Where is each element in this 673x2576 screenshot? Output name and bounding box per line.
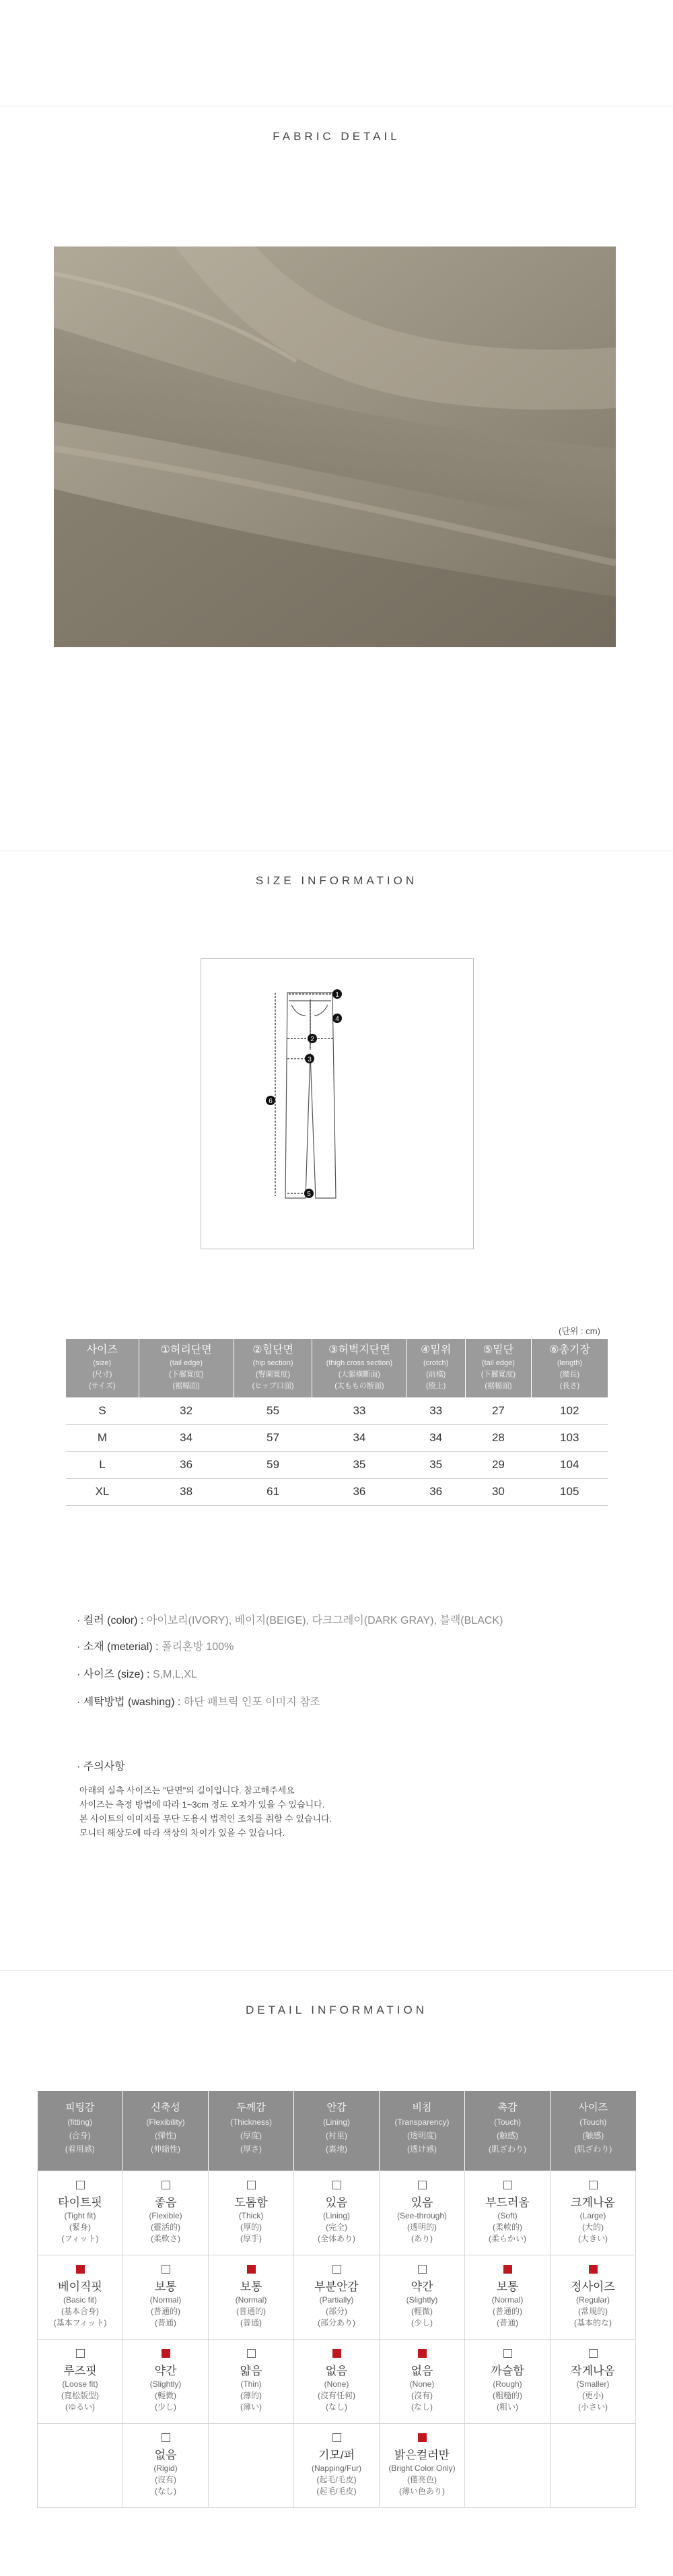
table-row — [38, 2339, 636, 2423]
detail-col-header — [209, 2091, 294, 2171]
detail-option-label: 좋음 — [154, 2195, 177, 2209]
detail-col-subtitle: (触感) — [497, 2131, 518, 2140]
detail-option-label: 밝은컬러만 — [394, 2448, 450, 2462]
detail-option-label: 있음 — [411, 2195, 433, 2209]
detail-option-subtitle: (なし) — [411, 2402, 433, 2412]
detail-cell — [380, 2423, 465, 2507]
detail-col-title: 촉감 — [497, 2102, 518, 2113]
size-cell: 33 — [312, 1397, 406, 1424]
size-cell: 35 — [406, 1451, 465, 1478]
detail-option-subtitle: (大的) — [582, 2222, 604, 2232]
detail-col-title: 피팅감 — [65, 2102, 95, 2113]
detail-col-subtitle: (肌ざわり) — [489, 2144, 526, 2154]
detail-option-label: 부드러움 — [485, 2195, 530, 2209]
detail-option-subtitle: (Regular) — [575, 2294, 610, 2305]
detail-option-subtitle: (輕微) — [411, 2306, 433, 2316]
size-cell: 35 — [312, 1451, 406, 1478]
detail-col-subtitle: (着用感) — [65, 2144, 95, 2154]
detail-option-subtitle: (Soft) — [497, 2210, 518, 2220]
detail-option-subtitle: (ゆるい) — [65, 2402, 95, 2412]
detail-col-title: 두께감 — [236, 2102, 266, 2113]
detail-option-subtitle: (部分) — [326, 2306, 347, 2316]
detail-cell — [380, 2339, 465, 2423]
detail-option-label: 없음 — [325, 2364, 348, 2377]
size-cell: 61 — [234, 1478, 312, 1505]
detail-col-subtitle: (fitting) — [67, 2117, 93, 2127]
detail-cell — [551, 2423, 636, 2507]
detail-option-subtitle: (起毛/毛皮) — [316, 2486, 357, 2496]
svg-text:5: 5 — [307, 1191, 311, 1198]
detail-option-subtitle: (柔らかい) — [489, 2233, 526, 2243]
detail-option-label: 크게나옴 — [571, 2195, 615, 2209]
detail-option-subtitle: (なし) — [155, 2486, 176, 2496]
info-divider — [0, 1970, 673, 1971]
size-cell: 57 — [234, 1424, 312, 1451]
detail-col-subtitle: (肌ざわり) — [574, 2144, 612, 2154]
detail-option-label: 있음 — [325, 2195, 348, 2209]
detail-option-subtitle: (僅亮色) — [407, 2474, 437, 2484]
detail-option-subtitle: (基本フィット) — [53, 2317, 107, 2327]
detail-col-subtitle: (Touch) — [493, 2117, 521, 2127]
detail-cell — [465, 2255, 551, 2339]
checkbox-checked — [76, 2265, 85, 2274]
detail-option-subtitle: (あり) — [411, 2233, 433, 2243]
info-washing: · 세탁방법 (washing) : 하단 패브릭 인포 이미지 참조 — [77, 1696, 321, 1708]
detail-option-label: 기모/퍼 — [318, 2448, 355, 2462]
size-col-header: ②힙단면 (hip section) (臀圍寬度) (ヒップ口面) — [234, 1339, 312, 1397]
size-col-header: ⑤밑단 (tail edge) (下擺寬度) (裾幅面) — [465, 1339, 531, 1397]
detail-col-subtitle: (Lining) — [322, 2117, 351, 2127]
size-cell: 34 — [312, 1424, 406, 1451]
size-cell: 34 — [139, 1424, 234, 1451]
table-row — [66, 1478, 608, 1505]
detail-option-label: 작게나옴 — [571, 2364, 615, 2377]
detail-option-label: 까슬함 — [491, 2364, 524, 2377]
detail-option-subtitle: (小さい) — [578, 2402, 608, 2412]
detail-cell — [38, 2339, 123, 2423]
note-line: 아래의 실측 사이즈는 "단면"의 길이입니다. 참고해주세요 — [79, 1785, 295, 1795]
detail-option-subtitle: (厚手) — [240, 2233, 262, 2243]
detail-option-subtitle: (Normal) — [149, 2294, 182, 2305]
detail-option-subtitle: (大きい) — [578, 2233, 608, 2243]
detail-option-subtitle: (Basic fit) — [63, 2294, 97, 2305]
detail-cell — [38, 2171, 123, 2255]
measure-marker-2 — [308, 1034, 317, 1043]
checkbox-unchecked — [418, 2265, 427, 2274]
size-col-header: ③허벅지단면 (thigh cross section) (大腿橫斷面) (太ももの断面) — [312, 1339, 406, 1397]
size-col-header: ⑥총기장 (length) (總長) (長さ) — [531, 1339, 608, 1397]
checkbox-unchecked — [162, 2265, 170, 2274]
detail-cell — [209, 2171, 294, 2255]
detail-col-subtitle: (厚さ) — [240, 2144, 262, 2154]
unit-note: (단위 : cm) — [559, 1326, 600, 1336]
pants-illustration — [201, 959, 474, 1250]
detail-option-subtitle: (常規的) — [578, 2306, 608, 2316]
detail-col-subtitle: (衬里) — [326, 2131, 347, 2140]
checkbox-unchecked — [589, 2349, 598, 2358]
size-cell: 32 — [139, 1397, 234, 1424]
detail-cell — [123, 2339, 209, 2423]
checkbox-unchecked — [418, 2181, 427, 2189]
size-cell: S — [66, 1397, 139, 1424]
size-cell: 105 — [531, 1478, 608, 1505]
detail-cell — [209, 2423, 294, 2507]
detail-option-subtitle: (基本合身) — [61, 2306, 99, 2316]
detail-option-subtitle: (See-through) — [396, 2210, 448, 2220]
detail-option-subtitle: (Tight fit) — [64, 2210, 96, 2220]
checkbox-unchecked — [503, 2181, 512, 2189]
detail-option-subtitle: (柔軟さ) — [151, 2233, 180, 2243]
detail-option-subtitle: (普通) — [155, 2317, 176, 2327]
detail-option-subtitle: (少し) — [155, 2402, 176, 2412]
detail-option-subtitle: (Slightly) — [149, 2379, 182, 2389]
detail-col-subtitle: (裏地) — [326, 2144, 347, 2154]
detail-option-subtitle: (柔軟的) — [493, 2222, 522, 2232]
size-information-title: SIZE INFORMATION — [255, 874, 418, 887]
svg-text:4: 4 — [335, 1016, 339, 1023]
detail-option-subtitle: (全体あり) — [318, 2233, 355, 2243]
checkbox-unchecked — [503, 2349, 512, 2358]
size-cell: 33 — [406, 1397, 465, 1424]
checkbox-unchecked — [332, 2181, 341, 2189]
size-cell: 102 — [531, 1397, 608, 1424]
detail-option-subtitle: (普通的) — [236, 2306, 266, 2316]
checkbox-unchecked — [162, 2433, 170, 2442]
detail-cell — [123, 2171, 209, 2255]
size-cell: 59 — [234, 1451, 312, 1478]
table-row — [66, 1397, 608, 1424]
checkbox-checked — [418, 2433, 427, 2442]
note-line: 모니터 해상도에 따라 색상의 차이가 있을 수 있습니다. — [79, 1828, 285, 1838]
checkbox-checked — [589, 2265, 598, 2274]
detail-cell — [294, 2171, 380, 2255]
svg-text:3: 3 — [308, 1056, 312, 1063]
detail-option-label: 얇음 — [240, 2364, 262, 2377]
detail-cell — [380, 2255, 465, 2339]
size-cell: M — [66, 1424, 139, 1451]
detail-option-subtitle: (薄的) — [240, 2390, 262, 2400]
detail-option-label: 보통 — [154, 2280, 177, 2293]
checkbox-checked — [162, 2349, 170, 2358]
note-line: 본 사이트의 이미지를 무단 도용시 법적인 조치를 취할 수 있습니다. — [79, 1814, 332, 1824]
checkbox-unchecked — [76, 2349, 85, 2358]
detail-col-title: 안감 — [326, 2102, 347, 2113]
detail-option-subtitle: (緊身) — [69, 2222, 91, 2232]
measure-marker-6 — [266, 1096, 275, 1105]
svg-text:1: 1 — [335, 991, 339, 999]
checkbox-unchecked — [332, 2265, 341, 2274]
size-col-header: 사이즈 (size) (尺寸) (サイズ) — [66, 1339, 139, 1397]
detail-option-subtitle: (沒有) — [411, 2390, 433, 2400]
measure-marker-1 — [332, 989, 342, 999]
detail-option-subtitle: (フィット) — [61, 2233, 99, 2243]
detail-option-subtitle: (透明的) — [407, 2222, 437, 2232]
detail-option-subtitle: (部分あり) — [318, 2317, 355, 2327]
detail-col-header — [380, 2091, 465, 2171]
detail-option-subtitle: (普通的) — [493, 2306, 522, 2316]
detail-option-subtitle: (None) — [409, 2379, 435, 2389]
detail-option-subtitle: (厚的) — [240, 2222, 262, 2232]
info-material: · 소재 (meterial) : 폴리혼방 100% — [77, 1641, 234, 1653]
svg-text:2: 2 — [310, 1036, 314, 1043]
detail-option-subtitle: (粗い) — [497, 2402, 518, 2412]
detail-option-subtitle: (Partially) — [319, 2294, 354, 2305]
size-cell: 36 — [139, 1451, 234, 1478]
detail-option-subtitle: (更小) — [582, 2390, 604, 2400]
detail-option-subtitle: (少し) — [411, 2317, 433, 2327]
size-cell: 30 — [465, 1478, 531, 1505]
detail-cell — [38, 2255, 123, 2339]
svg-text:6: 6 — [269, 1098, 273, 1105]
detail-cell — [38, 2423, 123, 2507]
measure-marker-5 — [304, 1189, 314, 1198]
detail-option-subtitle: (None) — [324, 2379, 349, 2389]
info-color: · 컬러 (color) : 아이보리(IVORY), 베이지(BEIGE), 다크그레이(DARK GRAY), 블랙(BLACK) — [77, 1615, 503, 1626]
detail-cell — [551, 2171, 636, 2255]
detail-option-subtitle: (Flexible) — [149, 2210, 182, 2220]
detail-col-title: 비침 — [412, 2102, 432, 2113]
detail-col-subtitle: (透明度) — [407, 2131, 437, 2140]
size-cell: XL — [66, 1478, 139, 1505]
detail-option-label: 정사이즈 — [571, 2280, 615, 2293]
detail-cell — [294, 2255, 380, 2339]
detail-option-subtitle: (Normal) — [491, 2294, 524, 2305]
detail-option-subtitle: (Thick) — [238, 2210, 264, 2220]
detail-option-subtitle: (Normal) — [235, 2294, 267, 2305]
detail-cell — [551, 2339, 636, 2423]
detail-option-subtitle: (Slightly) — [406, 2294, 438, 2305]
size-cell: L — [66, 1451, 139, 1478]
detail-option-subtitle: (粗糙的) — [493, 2390, 522, 2400]
note-line: 사이즈는 측정 방법에 따라 1~3cm 정도 오차가 있을 수 있습니다. — [79, 1799, 325, 1810]
notes-list — [79, 1783, 332, 1840]
checkbox-checked — [418, 2349, 427, 2358]
table-row — [38, 2423, 636, 2507]
detail-cell — [209, 2255, 294, 2339]
table-row — [38, 2255, 636, 2339]
pants-diagram — [201, 958, 474, 1249]
detail-option-subtitle: (Napping/Fur) — [311, 2463, 362, 2473]
detail-cell — [294, 2339, 380, 2423]
detail-cell — [294, 2423, 380, 2507]
detail-option-label: 루즈핏 — [63, 2364, 97, 2377]
checkbox-unchecked — [332, 2433, 341, 2442]
detail-table — [37, 2091, 636, 2508]
detail-col-header — [38, 2091, 123, 2171]
detail-option-label: 부분안감 — [314, 2280, 359, 2293]
detail-option-label: 약간 — [411, 2280, 433, 2293]
detail-col-subtitle: (透け感) — [407, 2144, 437, 2154]
detail-cell — [123, 2255, 209, 2339]
detail-option-subtitle: (輕微) — [155, 2390, 176, 2400]
detail-option-subtitle: (寬松版型) — [61, 2390, 99, 2400]
size-cell: 28 — [465, 1424, 531, 1451]
measure-marker-4 — [332, 1014, 342, 1023]
table-row — [66, 1451, 608, 1478]
detail-option-label: 보통 — [240, 2280, 262, 2293]
detail-cell — [465, 2339, 551, 2423]
size-cell: 36 — [312, 1478, 406, 1505]
checkbox-checked — [247, 2265, 256, 2274]
detail-table-header — [38, 2091, 636, 2171]
detail-cell — [465, 2423, 551, 2507]
size-table-header — [66, 1339, 608, 1397]
detail-option-subtitle: (薄い色あり) — [399, 2486, 445, 2496]
detail-option-subtitle: (完全) — [326, 2222, 347, 2232]
size-cell: 34 — [406, 1424, 465, 1451]
notes-title: · 주의사항 — [77, 1761, 125, 1773]
checkbox-unchecked — [589, 2181, 598, 2189]
detail-col-title: 사이즈 — [578, 2102, 608, 2113]
detail-option-subtitle: (普通) — [240, 2317, 262, 2327]
detail-cell — [551, 2255, 636, 2339]
checkbox-unchecked — [247, 2181, 256, 2189]
fabric-photo — [54, 246, 616, 647]
detail-option-subtitle: (Rough) — [493, 2379, 522, 2389]
detail-option-subtitle: (Rigid) — [153, 2463, 178, 2473]
checkbox-unchecked — [247, 2349, 256, 2358]
detail-option-subtitle: (基本的な) — [574, 2317, 612, 2327]
size-col-header: ④밑위 (crotch) (前檔) (股上) — [406, 1339, 465, 1397]
detail-option-subtitle: (Thin) — [240, 2379, 262, 2389]
detail-col-subtitle: (Transparency) — [394, 2117, 450, 2127]
detail-col-header — [551, 2091, 636, 2171]
detail-option-label: 베이직핏 — [58, 2280, 102, 2293]
size-table — [66, 1339, 608, 1506]
detail-option-label: 도톰함 — [234, 2195, 268, 2209]
detail-option-subtitle: (普通) — [497, 2317, 518, 2327]
detail-option-subtitle: (Lining) — [322, 2210, 351, 2220]
detail-option-subtitle: (普通的) — [151, 2306, 180, 2316]
checkbox-checked — [332, 2349, 341, 2358]
detail-option-label: 약간 — [154, 2364, 177, 2377]
size-cell: 38 — [139, 1478, 234, 1505]
detail-col-header — [465, 2091, 551, 2171]
detail-cell — [465, 2171, 551, 2255]
detail-option-label: 없음 — [411, 2364, 433, 2377]
size-cell: 104 — [531, 1451, 608, 1478]
fabric-detail-title: FABRIC DETAIL — [273, 130, 400, 143]
checkbox-unchecked — [76, 2181, 85, 2189]
fabric-drape — [54, 246, 616, 647]
detail-col-title: 신축성 — [151, 2102, 180, 2113]
detail-information-title: DETAIL INFORMATION — [245, 2004, 428, 2016]
detail-col-subtitle: (Flexibility) — [146, 2117, 185, 2127]
detail-cell — [380, 2171, 465, 2255]
detail-col-subtitle: (彈性) — [155, 2131, 176, 2140]
checkbox-unchecked — [162, 2181, 170, 2189]
detail-cell — [123, 2423, 209, 2507]
detail-col-subtitle: (触感) — [582, 2131, 604, 2140]
info-size: · 사이즈 (size) : S,M,L,XL — [77, 1669, 197, 1680]
size-cell: 55 — [234, 1397, 312, 1424]
size-cell: 29 — [465, 1451, 531, 1478]
detail-option-subtitle: (なし) — [326, 2402, 347, 2412]
detail-col-subtitle: (厚度) — [240, 2131, 262, 2140]
detail-option-subtitle: (薄い) — [240, 2402, 262, 2412]
detail-option-label: 보통 — [496, 2280, 519, 2293]
table-row — [66, 1424, 608, 1451]
detail-option-subtitle: (起毛/毛皮) — [316, 2474, 357, 2484]
detail-col-header — [123, 2091, 209, 2171]
detail-col-header — [294, 2091, 380, 2171]
table-row — [38, 2171, 636, 2255]
detail-option-subtitle: (Loose fit) — [62, 2379, 98, 2389]
measure-marker-3 — [305, 1054, 314, 1063]
detail-col-subtitle: (合身) — [69, 2131, 91, 2140]
detail-col-subtitle: (Touch) — [579, 2117, 607, 2127]
detail-option-subtitle: (沒有) — [155, 2474, 176, 2484]
detail-cell — [209, 2339, 294, 2423]
detail-option-subtitle: (Smaller) — [576, 2379, 610, 2389]
detail-option-label: 없음 — [154, 2448, 177, 2462]
detail-col-subtitle: (Thickness) — [229, 2117, 272, 2127]
size-cell: 36 — [406, 1478, 465, 1505]
size-cell: 27 — [465, 1397, 531, 1424]
detail-option-subtitle: (Large) — [579, 2210, 606, 2220]
detail-option-label: 타이트핏 — [58, 2195, 102, 2209]
detail-option-subtitle: (靈活的) — [151, 2222, 180, 2232]
size-cell: 103 — [531, 1424, 608, 1451]
detail-option-subtitle: (沒有任何) — [318, 2390, 355, 2400]
detail-col-subtitle: (伸縮性) — [151, 2144, 180, 2154]
size-col-header: ①허리단면 (tail edge) (下擺寬度) (裾幅面) — [139, 1339, 234, 1397]
detail-option-subtitle: (Bright Color Only) — [388, 2463, 456, 2473]
checkbox-checked — [503, 2265, 512, 2274]
